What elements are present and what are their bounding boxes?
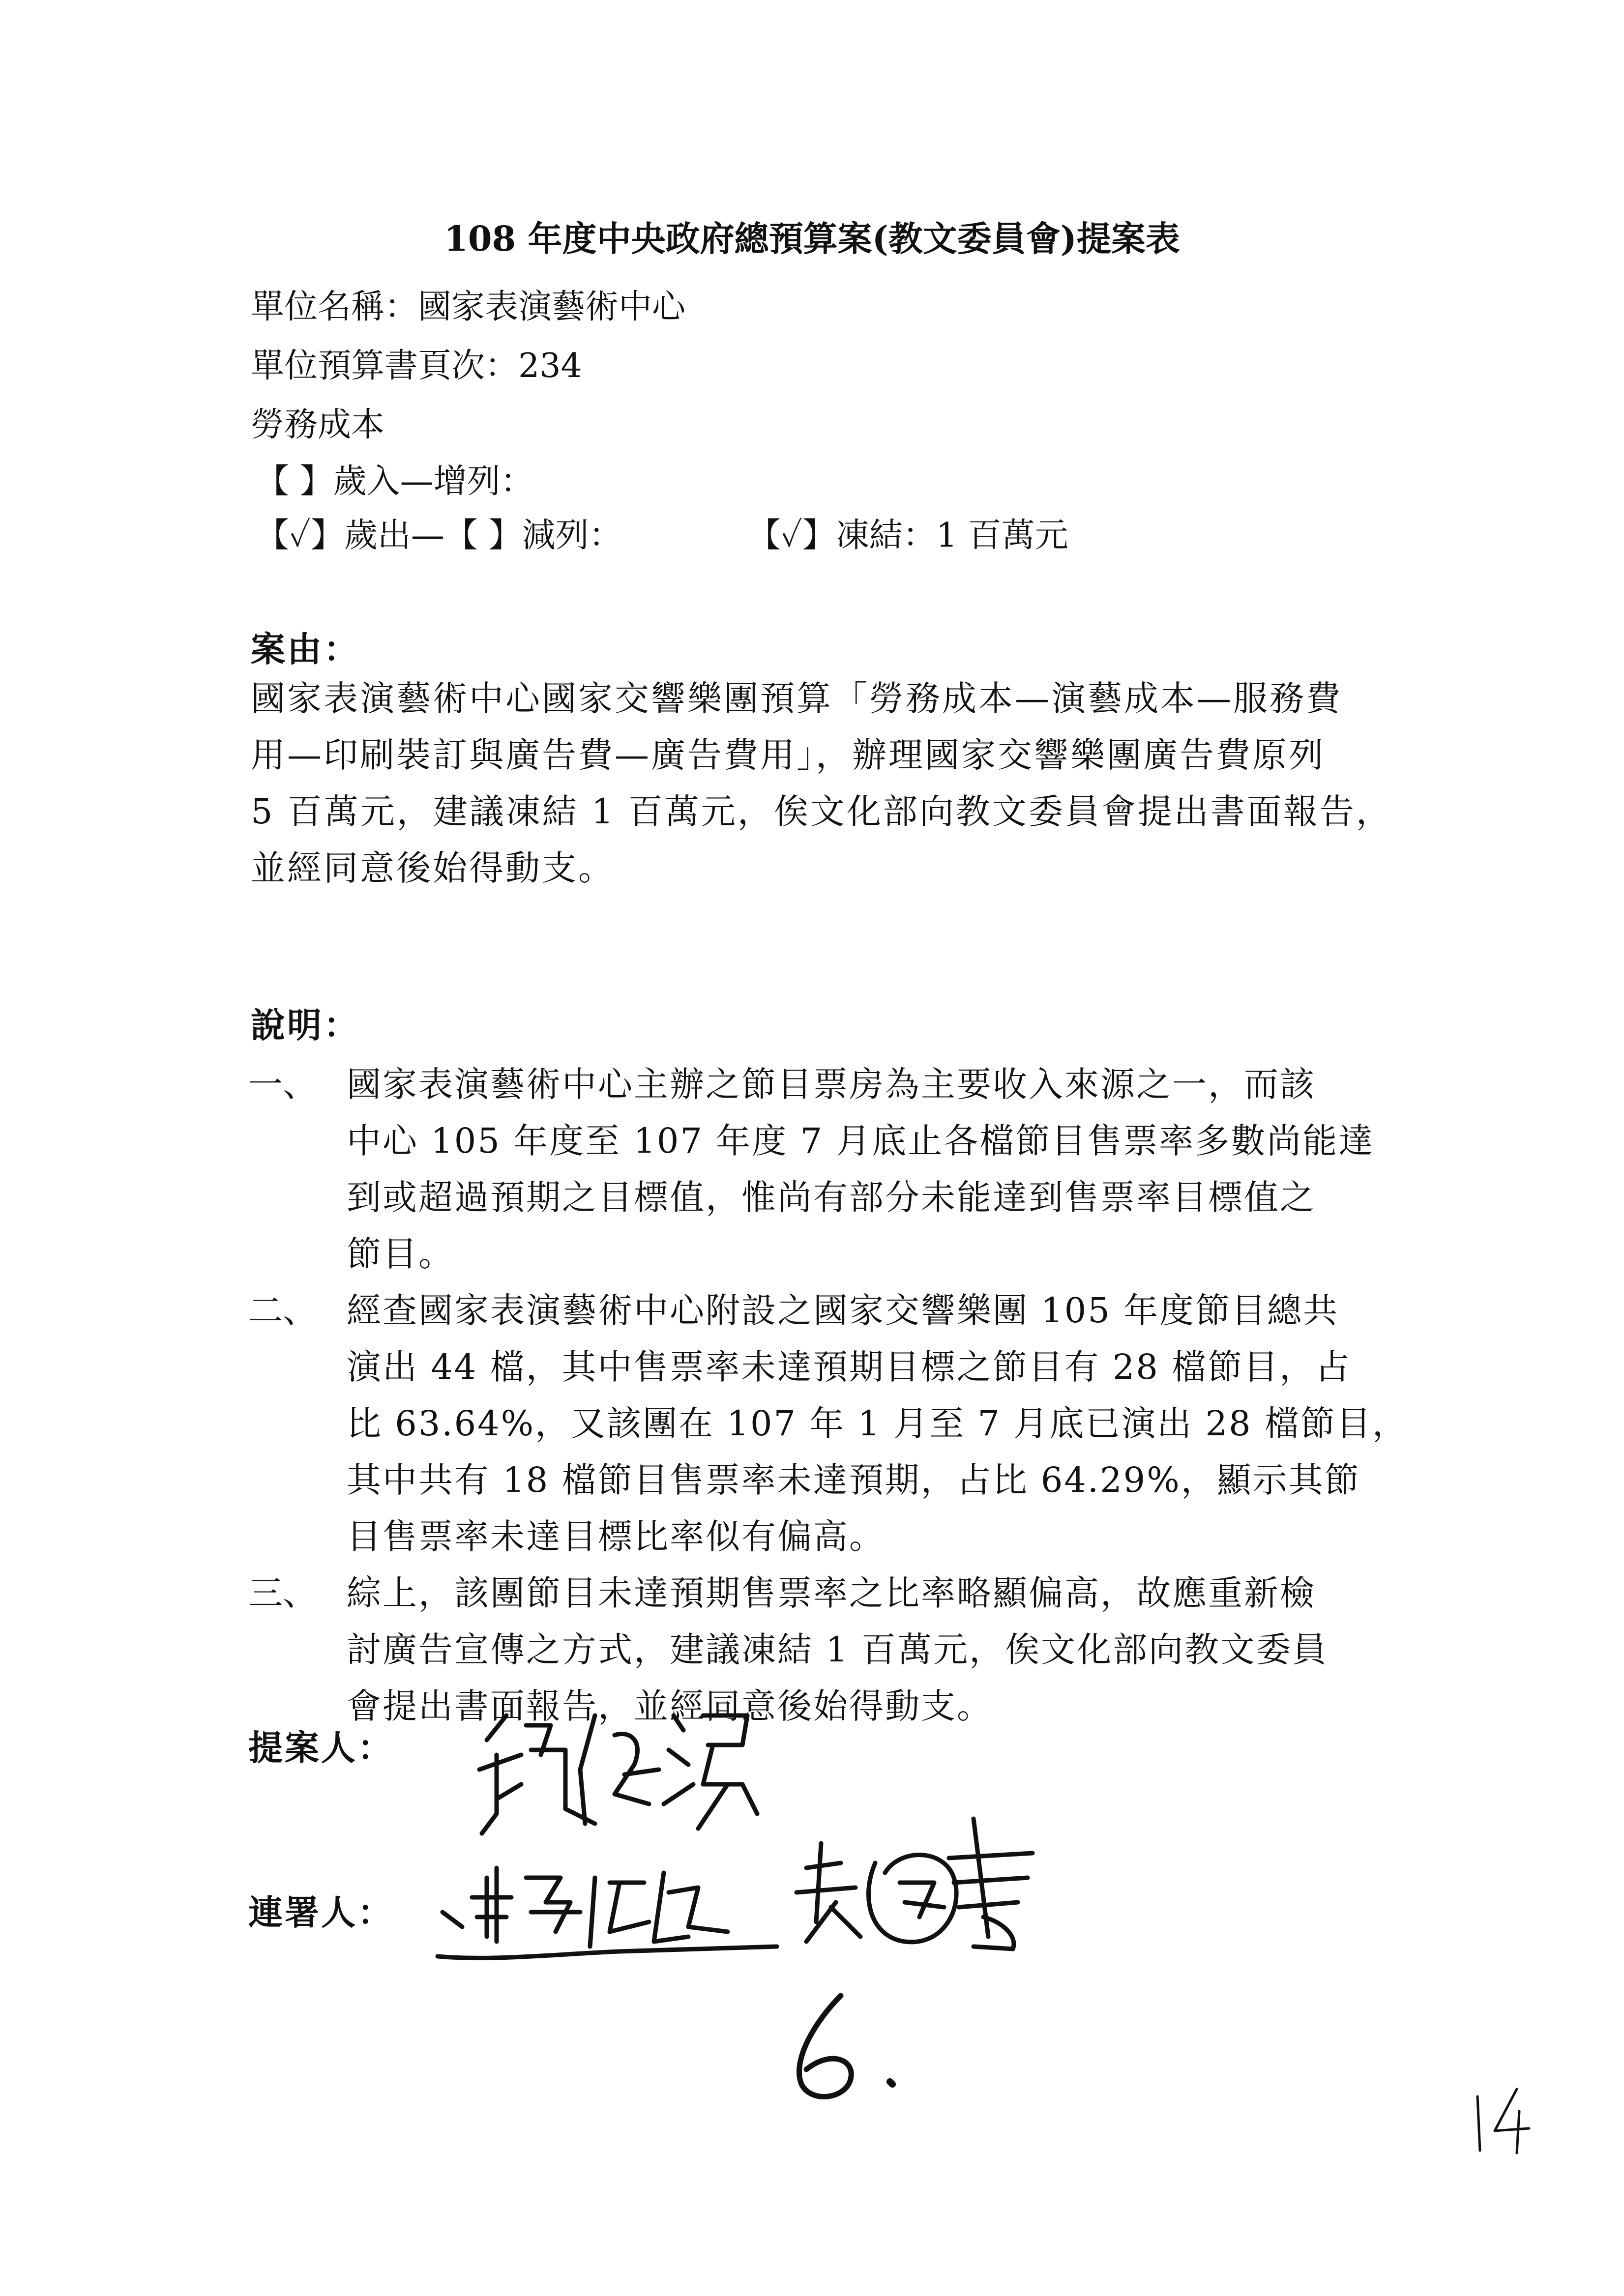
proposer-signature [467,1686,772,1843]
handwritten-number [772,1986,919,2104]
item-line: 比 63.64%，又該團在 107 年 1 月至 7 月底已演出 28 檔節目， [347,1403,1408,1444]
item-line: 綜上，該團節目未達預期售票率之比率略顯偏高，故應重新檢 [347,1573,1316,1613]
reason-line: 並經同意後始得動支。 [251,848,615,888]
document-title: 108 年度中央政府總預算案(教文委員會)提案表 [444,218,1180,259]
proposer-label: 提案人： [248,1727,394,1768]
unit-name: 單位名稱：國家表演藝術中心 [251,288,686,326]
item-line: 目售票率未達目標比率似有偏高。 [347,1516,885,1557]
budget-item: 勞務成本 [251,406,385,444]
item-line: 節目。 [347,1234,454,1274]
item-number: 一、 [248,1064,317,1104]
reason-line: 5 百萬元，建議凍結 1 百萬元，俟文化部向教文委員會提出書面報告， [251,791,1392,832]
page-number-handwritten [1470,2084,1539,2158]
expenditure-reduce-line: 【✓】歲出—【 】減列： [256,516,622,555]
item-line: 其中共有 18 檔節目售票率未達預期，占比 64.29%，顯示其節 [347,1460,1360,1500]
budget-page: 單位預算書頁次：234 [251,347,582,385]
cosigner-signature-1 [433,1848,787,1976]
cosigner-label: 連署人： [248,1892,394,1933]
item-number: 三、 [248,1573,317,1613]
explanation-heading: 說明： [251,1005,360,1046]
revenue-line: 【 】歲入—增列： [256,462,534,501]
item-line: 會提出書面報告，並經同意後始得動支。 [347,1686,993,1726]
reason-line: 國家表演藝術中心國家交響樂團預算「勞務成本—演藝成本—服務費 [251,678,1342,719]
item-line: 演出 44 檔，其中售票率未達預期目標之節目有 28 檔節目，占 [347,1347,1352,1387]
item-line: 國家表演藝術中心主辦之節目票房為主要收入來源之一，而該 [347,1064,1316,1104]
item-line: 經查國家表演藝術中心附設之國家交響樂團 105 年度節目總共 [347,1290,1339,1331]
reason-heading: 案由： [251,629,360,669]
cosigner-signature-2 [787,1809,1062,1956]
item-line: 到或超過預期之目標值，惟尚有部分未能達到售票率目標值之 [347,1177,1316,1218]
reason-line: 用—印刷裝訂與廣告費—廣告費用」，辦理國家交響樂團廣告費原列 [251,735,1325,775]
expenditure-freeze-line: 【✓】凍結：1 百萬元 [747,516,1068,555]
item-number: 二、 [248,1290,317,1331]
item-line: 討廣告宣傳之方式，建議凍結 1 百萬元，俟文化部向教文委員 [347,1629,1329,1670]
item-line: 中心 105 年度至 107 年度 7 月底止各檔節目售票率多數尚能達 [347,1121,1375,1161]
